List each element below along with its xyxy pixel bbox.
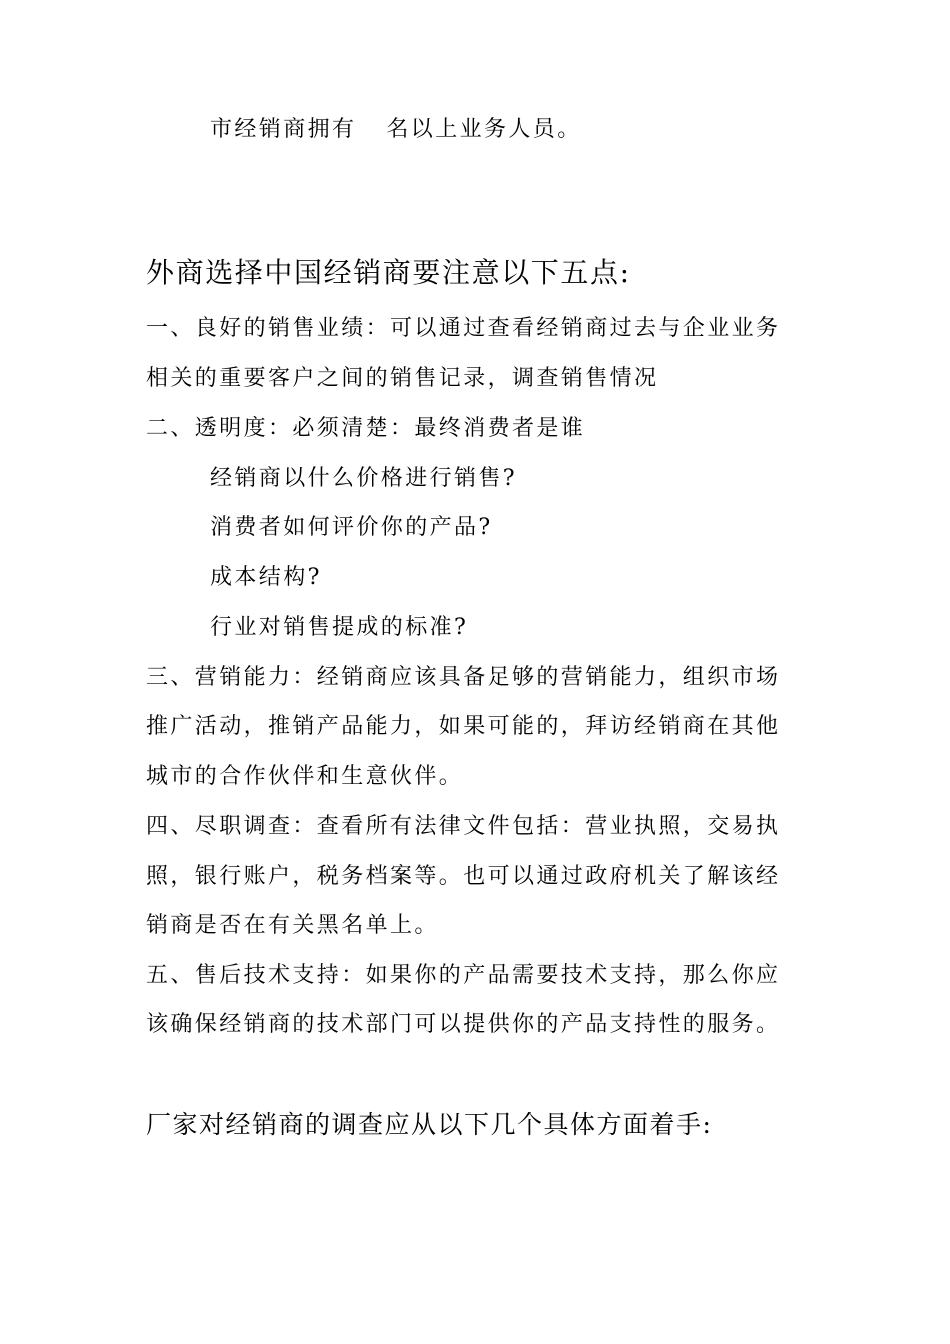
paragraph-line: 成本结构? bbox=[210, 565, 322, 590]
section2-heading: 厂家对经销商的调查应从以下几个具体方面着手: bbox=[146, 1110, 713, 1139]
paragraph-line: 照，银行账户，税务档案等。也可以通过政府机关了解该经 bbox=[146, 864, 781, 889]
section1-heading: 外商选择中国经销商要注意以下五点: bbox=[146, 256, 631, 289]
paragraph-line: 城市的合作伙伴和生意伙伴。 bbox=[146, 764, 464, 789]
top-line-part1: 市经销商拥有 bbox=[210, 117, 357, 142]
top-line bbox=[210, 115, 582, 145]
top-line-part2: 名以上业务人员。 bbox=[386, 117, 582, 142]
paragraph-line: 该确保经销商的技术部门可以提供你的产品支持性的服务。 bbox=[146, 1012, 781, 1037]
paragraph-line: 三、营销能力：经销商应该具备足够的营销能力，组织市场 bbox=[146, 665, 781, 690]
paragraph-line: 五、售后技术支持：如果你的产品需要技术支持，那么你应 bbox=[146, 963, 781, 988]
paragraph-line: 一、良好的销售业绩：可以通过查看经销商过去与企业业务 bbox=[146, 316, 781, 341]
paragraph-line: 四、尽职调查：查看所有法律文件包括：营业执照，交易执 bbox=[146, 814, 781, 839]
paragraph-line: 行业对销售提成的标准? bbox=[210, 615, 469, 640]
paragraph-line: 推广活动，推销产品能力，如果可能的，拜访经销商在其他 bbox=[146, 714, 781, 739]
paragraph-line: 消费者如何评价你的产品? bbox=[210, 515, 493, 540]
paragraph-line: 销商是否在有关黑名单上。 bbox=[146, 913, 439, 938]
paragraph-line: 二、透明度：必须清楚：最终消费者是谁 bbox=[146, 416, 586, 441]
paragraph-line: 相关的重要客户之间的销售记录，调查销售情况 bbox=[146, 366, 659, 391]
paragraph-line: 经销商以什么价格进行销售? bbox=[210, 466, 517, 491]
